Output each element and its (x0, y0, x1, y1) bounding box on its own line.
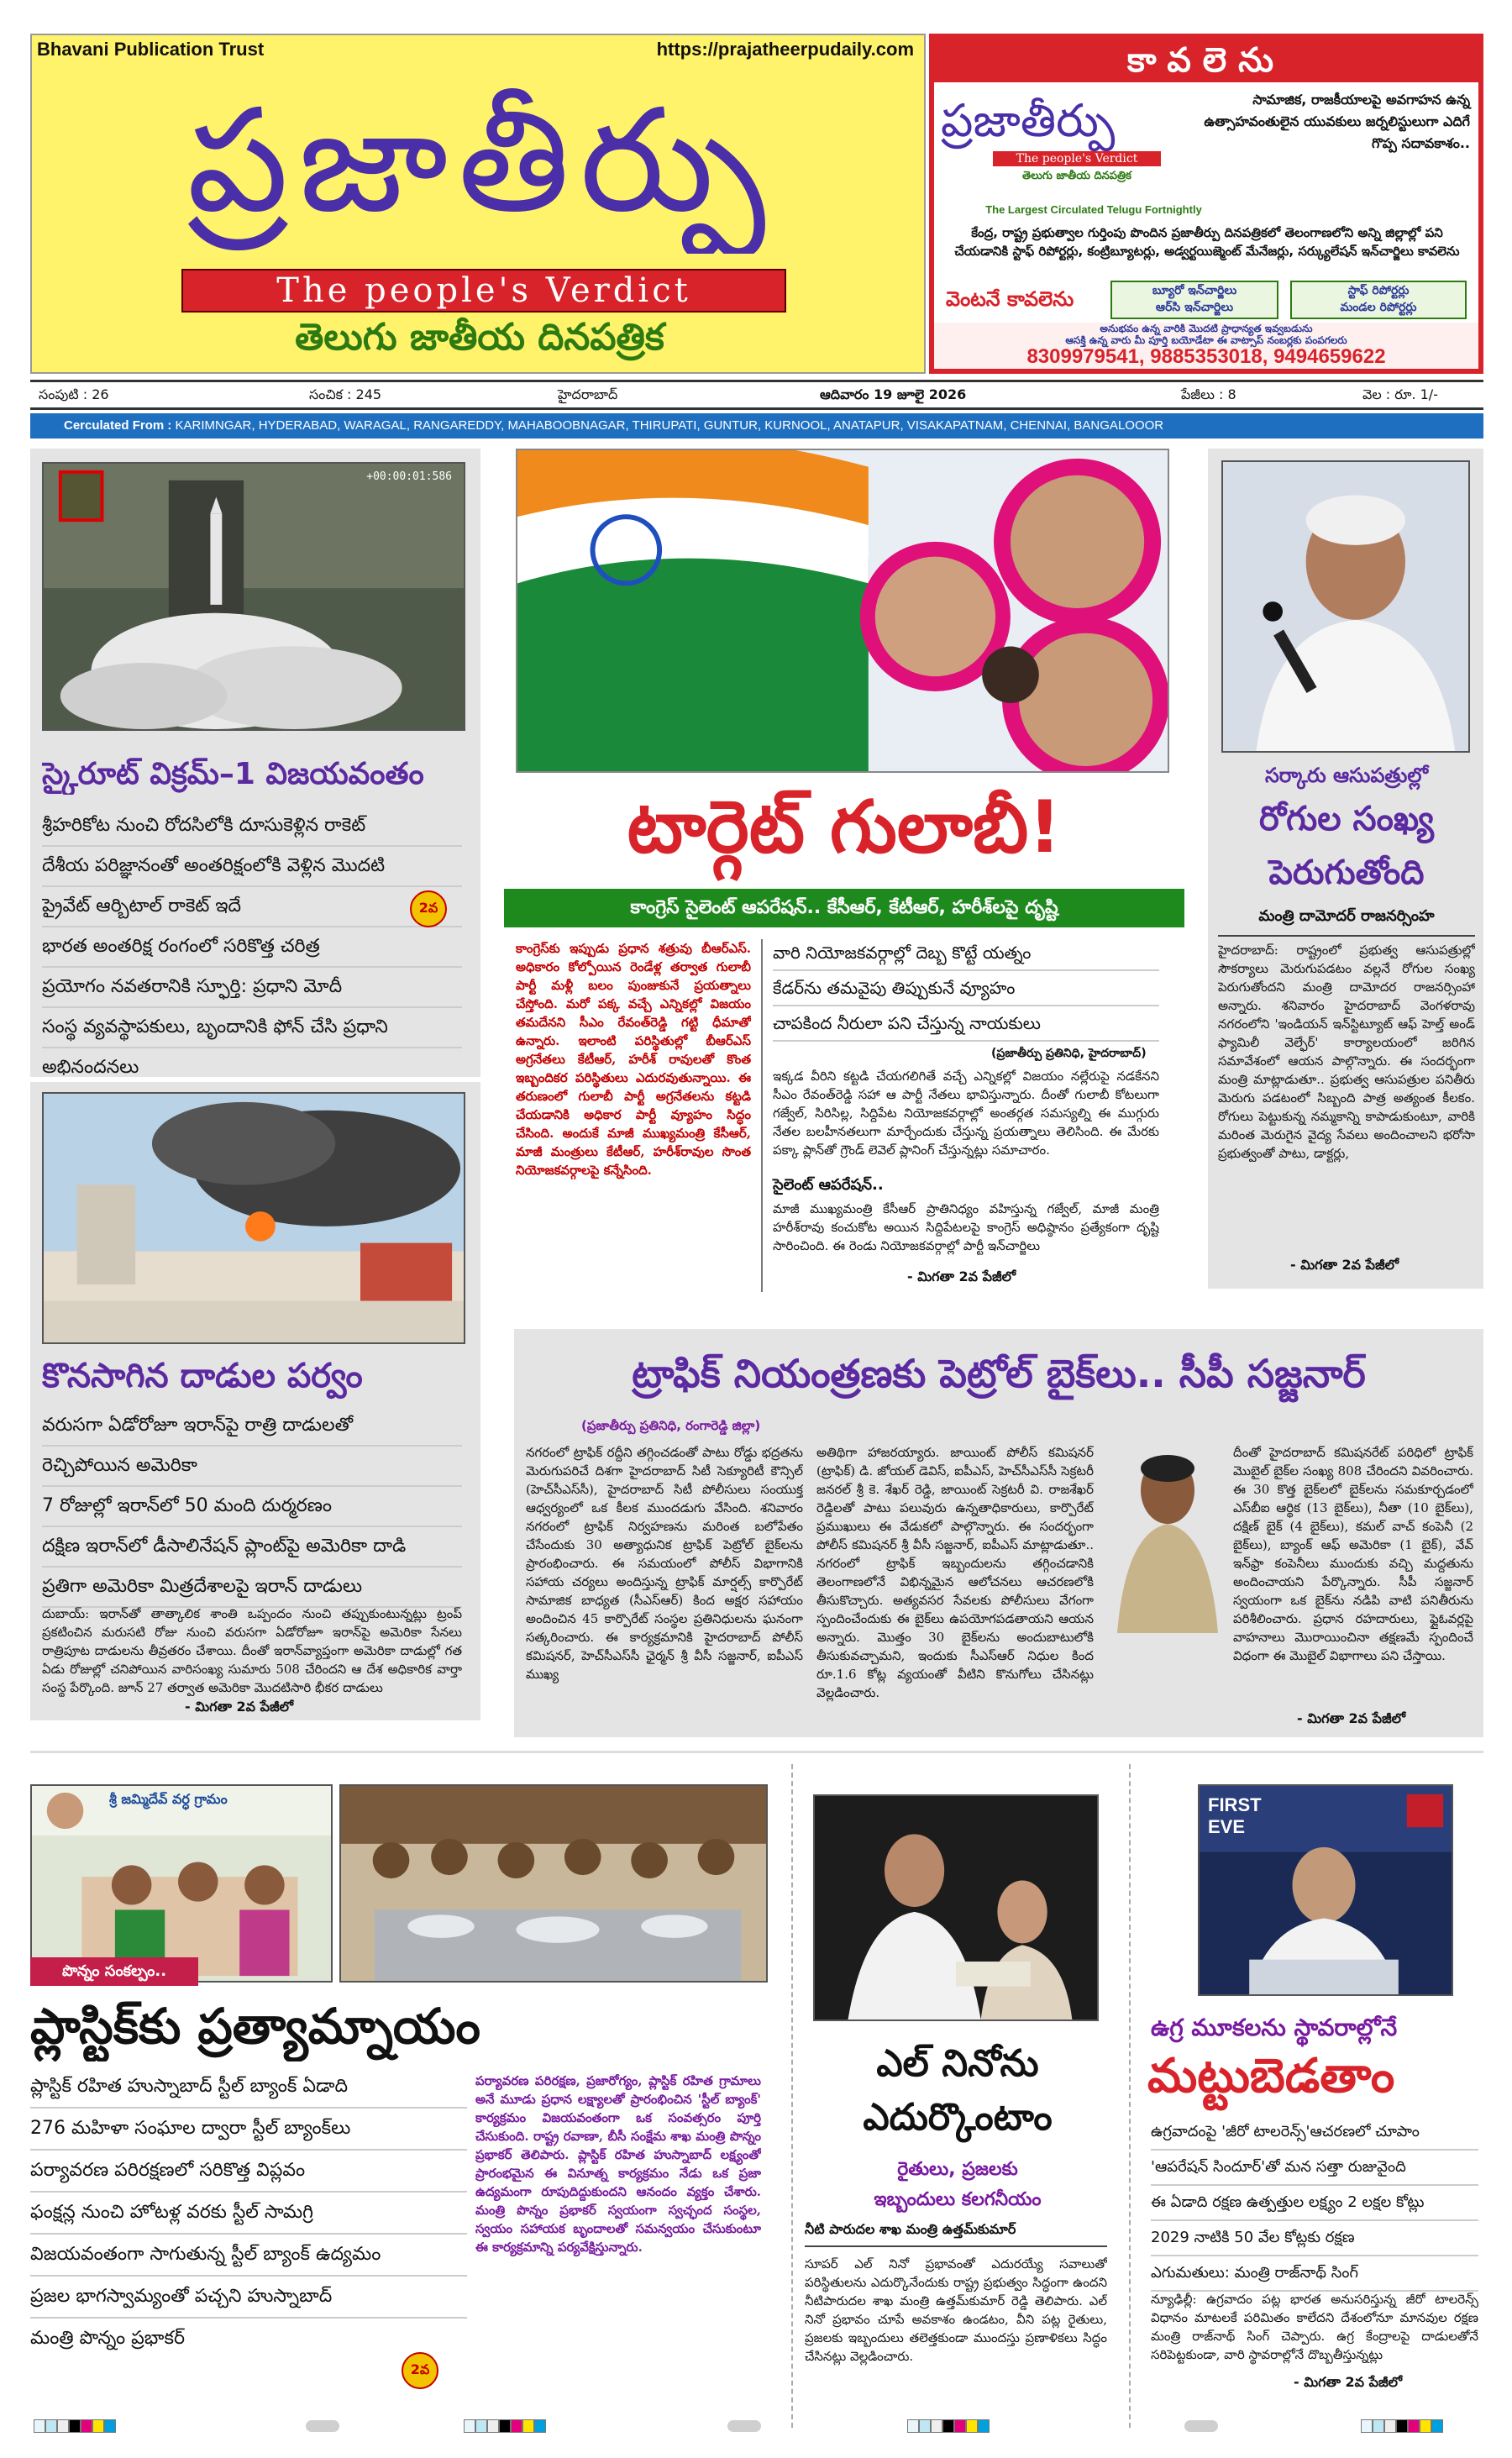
attacks-bullets (42, 1406, 462, 1608)
traffic-continued[interactable]: - మిగతా 2వ పేజీలో (1297, 1710, 1406, 1726)
terror-headline-big: మట్టుబెడతాం (1147, 2049, 1395, 2103)
hospital-headline-small: సర్కారు ఆసుపత్రుల్లో (1264, 764, 1429, 787)
skyroot-bullet: అభినందనలు (42, 1048, 462, 1089)
attacks-photo (42, 1092, 465, 1344)
price: వెల : రూ. 1/- (1362, 386, 1438, 402)
wanted-largest: The Largest Circulated Telugu Fortnightly (985, 203, 1202, 216)
skyroot-bullet: ప్రైవేట్ ఆర్బిటాల్ రాకెట్ ఇదే (42, 887, 462, 927)
hospital-headline-2: పెరుగుతోంది (1268, 853, 1425, 892)
circulated-cities: KARIMNGAR, HYDERABAD, WARAGAL, RANGAREDDY, MAHABOOBNAGAR, THIRUPATI, GUNTUR, KURNOOL, ANATAPUR, VISAKAPATNAM, CHENNAI, BANGALOOOR (175, 418, 1164, 433)
date: ఆదివారం 19 జూలై 2026 (820, 386, 967, 402)
hospital-subline: మంత్రి దామోదర్ రాజనర్సింహ (1218, 907, 1475, 937)
masthead (30, 34, 926, 374)
wanted-footer (934, 323, 1478, 369)
attacks-body: దుబాయ్: ఇరాన్‌తో తాత్కాలిక శాంతి ఒప్పందం నుంచి తప్పుకుంటున్నట్లు ట్రంప్ ప్రకటించిన మరుసటి రోజు నుంచి వరుసగా ఏడోరోజూ ఇరాన్‌పై అమెరికా సేనలు రాత్రిపూట దాడులను తీవ్రతరం చేశాయి. దీంతో ఇరాన్‌వ్యాప్తంగా అమెరికా దాడుల్లో గత ఏడు రోజుల్లో చనిపోయిన వారిసంఖ్య సుమారు 508 చేరిందని ఆ దేశ అధికారిక వార్తా సంస్థ పేర్కొంది. జూన్ 27 తర్వాత అమెరికా మొదటిసారి భీకర దాడులు (42, 1606, 462, 1695)
city: హైదరాబాద్ (558, 386, 618, 402)
plastic-photo-2 (339, 1784, 768, 1983)
traffic-col-2: అతిథిగా హాజరయ్యారు. జాయింట్ పోలీస్ కమిషనర్ (ట్రాఫిక్) డి. జోయల్ డెవిస్, ఐపీఎస్, హెచ్‌సీఎస్‌సీ సెక్రటరీ జనరల్ శ్రీ కె. శేఖర్ రెడ్డి, జాయింట్ సెక్రటరీ వి. రాజశేఖర్ రెడ్డిలతో పాటు పలువురు ఉన్నతాధికారులు, కార్పొరేట్ ప్రముఖులు ఈ వేడుకలో పాల్గొన్నారు. ఈ సందర్భంగా పోలీస్ కమిషనర్ శ్రీ వీసీ సజ్జనార్, ఐపీఎస్ మాట్లాడుతూ.. నగరంలో ట్రాఫిక్ ఇబ్బందులను తగ్గించడానికి తెలంగాణలోనే విభిన్నమైన ఆలోచనలు ఆచరణలోకి తీసుకొచ్చారు. అత్యవసర సేవలకు పోలీసులు వేగంగా స్పందించేందుకు ఈ బైక్‌లు ఉపయోగపడతాయని ఆయన అన్నారు. మొత్తం 30 బైక్‌లను అందుబాటులోకి తీసుకువచ్చామని, ఇందుకు సీఎస్ఆర్ నిధుల కింద రూ.1.6 కోట్ల వ్యయంతో వీటిని కొనుగోలు చేసినట్లు వెల్లడించారు. (816, 1445, 1094, 1700)
terror-bullet: 'ఆపరేషన్ సిందూర్'తో మన సత్తా రుజువైంది (1151, 2151, 1478, 2186)
target-bullet: కేడర్‌ను తమవైపు తిప్పుకునే వ్యూహం (773, 971, 1159, 1006)
wanted-box-2-line-2: మండల రిపోర్టర్లు (1340, 301, 1417, 314)
skyroot-bullet: భారత అంతరిక్ష రంగంలో సరికొత్త చరిత్ర (42, 927, 462, 968)
wanted-body: కేంద్ర, రాష్ట్ర ప్రభుత్వాల గుర్తింపు పొందిన ప్రజాతీర్పు దినపత్రికలో తెలంగాణలోని అన్ని జిల్లాల్లో పని చేయడానికి స్టాఫ్ రిపోర్టర్లు, కంట్రిబ్యూటర్లు, అడ్వర్టయిజ్మెంట్ మేనేజర్లు, సర్క్యులేషన్ ఇన్‌చార్జిలు కావలెను (954, 225, 1460, 259)
terror-body: న్యూఢిల్లీ: ఉగ్రవాదం పట్ల భారత అనుసరిస్తున్న జీరో టాలరెన్స్ విధానం మాటలకే పరిమితం కాలేదని దేశంలోనూ మానవుల రక్షణ మంత్రి రాజ్‌నాథ్ సింగ్ చెప్పారు. ఉగ్ర కేంద్రాలపై దాడులతోనే సరిపెట్టకుండా, వారి స్థావరాల్లోనే దొబ్బతీస్తున్నట్లు (1151, 2292, 1478, 2362)
elnino-sub-1: రైతులు, ప్రజలకు (897, 2159, 1018, 2180)
registration-mark (1184, 2420, 1218, 2432)
attacks-bullet: రెచ్చిపోయిన అమెరికా (42, 1447, 462, 1487)
rajnath-photo-text: FIRST EVE (1208, 1794, 1262, 1837)
skyroot-bullet: సంస్థ వ్యవస్థాపకులు, బృందానికి ఫోన్ చేసి ప్రధాని (42, 1008, 462, 1048)
terror-bullets (1151, 2115, 1478, 2292)
traffic-col-3: దీంతో హైదరాబాద్ కమిషనరేట్ పరిధిలో ట్రాఫిక్ మొబైల్ బైక్‌ల సంఖ్య 808 చేరిందని వివరించారు. ఈ 30 కొత్త బైక్‌లలో బైక్‌లను సమకూర్చడంలో ఎస్‌బీఐ ఆర్థిక (13 బైక్‌లు), నీతా (10 బైక్‌లు), దక్షిణ్ బైక్ (4 బైక్‌లు), కమల్ వాచ్ కంపెనీ (2 బైక్‌లు), బ్యాంక్ ఆఫ్ అమెరికా (1 బైక్), వేవ్ ఇన్‌ఫ్రా కంపెనీలు ముందుకు వచ్చి మద్దతును అందించాయని పేర్కొన్నారు. సీపీ సజ్జనార్ స్వయంగా ఒక బైక్‌ను నడిపి వాటి పనితీరును పరిశీలించారు. ప్రధాన రహదారులు, ఫ్లైఓవర్లపై వాహనాలు మొరాయించినా తక్షణమే స్పందించే విధంగా ఈ మొబైల్ విభాగాలు పని చేస్తాయి. (1233, 1445, 1473, 1663)
wanted-phones[interactable]: 8309979541, 9885353018, 9494659622 (1026, 345, 1386, 368)
target-bullet: వారి నియోజకవర్గాల్లో దెబ్బ కొట్టే యత్నం (773, 936, 1159, 971)
skyroot-rocket-photo (42, 462, 465, 731)
attacks-headline: కొనసాగిన దాడుల పర్వం (42, 1357, 363, 1395)
traffic-col-1: నగరంలో ట్రాఫిక్ రద్దీని తగ్గించడంతో పాటు రోడ్డు భద్రతను మెరుగుపరిచే దిశగా హైదరాబాద్ సిటీ సెక్యూరిటీ కౌన్సిల్ (హెచ్‌సీఎస్‌సీ), హైదరాబాద్ సిటీ పోలీసులు సంయుక్త ఆధ్వర్యంలో ఒక కీలక ముందడుగు వేసింది. శనివారం నగరంలో ట్రాఫిక్ నిర్వహణను మరింత బలోపేతం చేసేందుకు 30 అత్యాధునిక ట్రాఫిక్ పెట్రోల్ బైక్‌లను ప్రారంభించారు. ఈ సమయంలో పోలీస్ విభాగానికి సహాయ చర్యలు అందిస్తున్న ట్రాఫిక్ మార్షల్స్ కార్పొరేట్ సామాజిక బాధ్యత (సీఎస్ఆర్) కింద అక్షర సహాయం అందించిన 45 కార్పొరేట్ సంస్థల ప్రతినిధులను ఘనంగా సత్కరించారు. ఈ కార్యక్రమానికి హైదరాబాద్ పోలీస్ కమిషనర్, హెచ్‌సీఎస్‌సీ ఛైర్మన్ శ్రీ వీసీ సజ్జనార్, ఐపీఎస్ ముఖ్య (526, 1445, 803, 1682)
plastic-bullet: మంత్రి పొన్నం ప్రభాకర్ (30, 2328, 186, 2349)
wanted-footer-line-2: ఆసక్తి ఉన్న వారు మీ పూర్తి బయోడేటా ఈ వాట్సాప్ నంబర్లకు పంపగలరు (1065, 334, 1347, 346)
elnino-body: సూపర్ ఎల్ నినో ప్రభావంతో ఎదురయ్యే సవాలుతో పరిస్థితులను ఎదుర్కొనేందుకు రాష్ట్ర ప్రభుత్వం సిద్ధంగా ఉందని నీటిపారుదల శాఖ మంత్రి ఉత్తమ్‌కుమార్ రెడ్డి తెలిపారు. ఎల్ నినో ప్రభావం చూపే అవకాశం ఉండటం, వీని పట్ల రైతులు, ప్రజలకు ఇబ్బందులు తలెత్తకుండా ముందస్తు ప్రణాళికలు సిద్ధం చేసినట్లు వెల్లడించారు. (805, 2256, 1107, 2364)
wanted-ad (929, 34, 1483, 374)
target-left-body: కాంగ్రెస్‌కు ఇప్పుడు ప్రధాన శత్రువు బీఆర్ఎస్. అధికారం కోల్పోయిన రెండేళ్ల తర్వాత గులాబీ పార్టీ మళ్లీ బలం పుంజుకునే ప్రయత్నాలు చేస్తోంది. మరో పక్క వచ్చే ఎన్నికల్లో విజయం తమదేనని సీఎం రేవంత్‌రెడ్డి గట్టి ధీమాతో ఉన్నారు. ఇలాంటి పరిస్థితుల్లో బీఆర్ఎస్ అగ్రనేతలు కేటీఆర్, హరీశ్ రావులతో కొంత ఇబ్బందికర పరిస్థితులు ఎదురవుతున్నాయి. ఈ తరుణంలో గులాబీ పార్టీ అగ్రనేతలను కట్టడి చేయడానికి అధికార పార్టీ వ్యూహం సిద్ధం చేసింది. అందుకే మాజీ ముఖ్యమంత్రి కేసీఆర్, మాజీ మంత్రులు కేటీఆర్, హరీశ్‌రావుల సొంత నియోజకవర్గాలపై కన్నేసింది. (516, 941, 751, 1178)
elnino-photo (813, 1794, 1099, 2021)
logo-english-banner (181, 269, 786, 313)
attacks-bullet: 7 రోజుల్లో ఇరాన్‌లో 50 మంది దుర్మరణం (42, 1487, 462, 1527)
target-photo (516, 449, 1169, 773)
plastic-bullet: విజయవంతంగా సాగుతున్న స్టీల్ బ్యాంక్ ఉద్యమం (30, 2235, 467, 2277)
plastic-headline: ప్లాస్టిక్‌కు ప్రత్యామ్నాయం (30, 1998, 480, 2055)
plastic-bullet: 276 మహిళా సంఘాల ద్వారా స్టీల్ బ్యాంక్‌లు (30, 2109, 467, 2151)
wanted-heading: కావలెను (934, 39, 1478, 82)
wanted-box-1-line-2: ఆర్‌సి ఇన్‌చార్జిలు (1155, 301, 1234, 314)
registration-mark (306, 2420, 339, 2432)
terror-continued[interactable]: - మిగతా 2వ పేజీలో (1294, 2374, 1403, 2390)
attacks-continued[interactable]: - మిగతా 2వ పేజీలో (185, 1699, 294, 1715)
publisher-name: Bhavani Publication Trust (37, 39, 265, 60)
wanted-logo-sub: The people's Verdict (993, 151, 1161, 166)
skyroot-page-badge[interactable]: 2వ (410, 890, 447, 927)
volume: సంపుటి : 26 (39, 386, 109, 402)
pages: పేజీలు : 8 (1181, 386, 1236, 402)
skyroot-bullet: దేశీయ పరిజ్ఞానంతో అంతరిక్షంలోకి వెళ్లిన మొదటి (42, 847, 462, 887)
plastic-page-badge[interactable]: 2వ (402, 2352, 438, 2389)
terror-bullet: ఈ ఏడాది రక్షణ ఉత్పత్తుల లక్ష్యం 2 లక్షల కోట్లు (1151, 2186, 1478, 2221)
terror-headline-small: ఉగ్ర మూకలను స్థావరాల్లోనే (1151, 2014, 1398, 2041)
hospital-headline-1: రోగుల సంఖ్య (1258, 800, 1434, 838)
elnino-sub-2: ఇబ్బందులు కలగనీయం (874, 2189, 1042, 2210)
terror-bullet: ఉగ్రవాదంపై 'జీరో టాలరెన్స్'ఆచరణలో చూపాం (1151, 2115, 1478, 2151)
circulated-label: Cerculated From : (64, 418, 172, 433)
color-registration-bar (1361, 2419, 1443, 2433)
logo-telugu: ప్రజాతీర్పు (186, 78, 776, 244)
plastic-bullet: ప్రజల భాగస్వామ్యంతో పచ్చని హుస్నాబాద్ (30, 2277, 467, 2319)
wanted-right-text: సామాజిక, రాజకీయాలపై అవగాహన ఉన్న ఉత్సాహవంతులైన యువకులు జర్నలిస్టులుగా ఎదిగే గొప్ప సదావకాశం.. (1204, 92, 1470, 151)
cp-photo (1109, 1440, 1226, 1633)
launch-timer: +00:00:01:586 (366, 470, 452, 483)
target-right-bullets (773, 936, 1159, 1042)
wanted-logo-tag: తెలుగు జాతీయ దినపత్రిక (1022, 170, 1131, 182)
skyroot-bullet: ప్రయోగం నవతరానికి స్ఫూర్తి: ప్రధాని మోదీ (42, 968, 462, 1008)
traffic-credit: (ప్రజాతీర్పు ప్రతినిధి, రంగారెడ్డి జిల్లా) (581, 1418, 761, 1433)
elnino-headline-1: ఎల్ నినోను (876, 2042, 1039, 2085)
registration-mark (727, 2420, 761, 2432)
wanted-box-2-line-1: స్టాఫ్ రిపోర్టర్లు (1347, 284, 1410, 297)
hospital-continued[interactable]: - మిగతా 2వ పేజీలో (1290, 1257, 1399, 1273)
terror-bullet: 2029 నాటికి 50 వేల కోట్లకు రక్షణ (1151, 2221, 1478, 2256)
issue: సంచిక : 245 (309, 386, 382, 402)
elnino-byline: నీటి పారుదల శాఖ మంత్రి ఉత్తమ్‌కుమార్ (805, 2221, 1107, 2247)
plastic-banner-text: శ్రీ జమ్మిదేవ్ వర్ధ గ్రామం (109, 1791, 228, 1807)
terror-bullet: ఎగుమతులు: మంత్రి రాజ్‌నాథ్ సింగ్ (1151, 2256, 1478, 2292)
plastic-bullet: ప్లాస్టిక్ రహిత హుస్నాబాద్ స్టీల్ బ్యాంక్ ఏడాది (30, 2067, 467, 2109)
target-subhead-2: సైలెంట్ ఆపరేషన్.. (773, 1176, 884, 1194)
tagline: తెలుగు జాతీయ దినపత్రిక (295, 316, 664, 359)
logo-english: The people's Verdict (276, 271, 691, 310)
color-registration-bar (907, 2419, 990, 2433)
dateline-bar (30, 380, 1483, 410)
plastic-bullet: పర్యావరణ పరిరక్షణలో సరికొత్త విప్లవం (30, 2151, 467, 2193)
target-subhead: కాంగ్రెస్ సైలెంట్ ఆపరేషన్.. కేసీఆర్, కేటీఆర్, హరీశ్‌లపై దృష్టి (504, 889, 1184, 927)
color-registration-bar (464, 2419, 546, 2433)
skyroot-headline: స్కైరూట్ విక్రమ్–1 విజయవంతం (42, 757, 424, 791)
target-credit: (ప్రజాతీర్పు ప్రతినిధి, హైదరాబాద్) (991, 1047, 1147, 1060)
target-headline: టార్గెట్ గులాబీ! (627, 785, 1062, 869)
color-registration-bar (34, 2419, 116, 2433)
target-bullet: చాపకింద నీరులా పని చేస్తున్న నాయకులు (773, 1006, 1159, 1042)
target-right-body: ఇక్కడ వీరిని కట్టడి చేయగలిగితే వచ్చే ఎన్నికల్లో విజయం నల్లేరుపై నడకేనని సీఎం రేవంత్‌రెడ్డి సహా ఆ పార్టీ నేతలు భావిస్తున్నారు. దీంతో గులాబీ కోటలుగా గజ్వేల్, సిరిసిల్ల, సిద్దిపేట నియోజకవర్గాల్లో అంతర్గత సమస్యల్ని ఈ ముగ్గురు నేతల బలహీనతలుగా మార్చేందుకు చేస్తున్న ప్రయత్నాలు తెలిసింది. ఈ మేరకు పక్కా ప్లాన్‌తో గ్రౌండ్ లెవెల్ ప్లానింగ్ చేస్తున్నట్లు సమాచారం. (773, 1069, 1159, 1158)
hospital-body: హైదరాబాద్: రాష్ట్రంలో ప్రభుత్వ ఆసుపత్రుల్లో సౌకర్యాలు మెరుగుపడటం వల్లనే రోగుల సంఖ్య పెరుగుతోందని మంత్రి దామోదర రాజనర్సింహా అన్నారు. శనివారం హైదరాబాద్ వెంగళరావు నగరంలోని 'ఇండియన్ ఇన్‌స్టిట్యూట్ ఆఫ్ హెల్త్ అండ్ ఫ్యామిలీ వెల్ఫేర్' కార్యాలయంలో జరిగిన సమావేశంలో ఆయన పాల్గొన్నారు. ఈ సందర్భంగా మంత్రి మాట్లాడుతూ.. ప్రభుత్వ ఆసుపత్రుల పనితీరు మెరుగు పడటంలో సిబ్బంది పాత్ర అత్యంత కీలకం. రోగులు పెట్టుకున్న నమ్మకాన్ని కాపాడుకుంటూ, వారికి మరింత మెరుగైన వైద్య సేవలు అందించాలని భరోసా ప్రభుత్వంతో పాటు, డాక్టర్లు, (1218, 943, 1475, 1161)
rajnath-photo (1198, 1784, 1453, 1996)
skyroot-bullet: శ్రీహరికోట నుంచి రోదసిలోకి దూసుకెళ్లిన రాకెట్ (42, 806, 462, 847)
skyroot-bullets (42, 806, 462, 1089)
attacks-bullet: దక్షిణ ఇరాన్‌లో డీసాలినేషన్ ప్లాంట్‌పై అమెరికా దాడి (42, 1527, 462, 1568)
wanted-box-1-line-1: బ్యూరో ఇన్‌చార్జిలు (1152, 284, 1237, 297)
website-url[interactable]: https://prajatheerpudaily.com (656, 39, 914, 60)
traffic-headline: ట్రాఫిక్ నియంత్రణకు పెట్రోల్ బైక్‌లు.. సీపీ సజ్జనార్ (632, 1351, 1366, 1396)
plastic-bullets (30, 2067, 467, 2359)
wanted-logo: ప్రజాతీర్పు (941, 94, 1116, 147)
wanted-box-1 (1110, 281, 1278, 319)
circulation-bar (30, 413, 1483, 439)
wanted-urgent: వెంటనే కావలెను (946, 287, 1074, 311)
wanted-footer-line-1: అనుభవం ఉన్న వారికి మొదటి ప్రాధాన్యత ఇవ్వబడును (1100, 323, 1313, 334)
plastic-bullet: ఫంక్షన్ల నుంచి హోటళ్ల వరకు స్టీల్ సామగ్రి (30, 2193, 467, 2235)
attacks-bullet: వరుసగా ఏడోరోజూ ఇరాన్‌పై రాత్రి దాడులతో (42, 1406, 462, 1447)
plastic-photo-1 (30, 1784, 333, 1983)
plastic-label: పొన్నం సంకల్పం.. (30, 1957, 198, 1986)
minister-photo (1221, 460, 1470, 753)
wanted-box-2 (1290, 281, 1467, 319)
target-right-body-2: మాజీ ముఖ్యమంత్రి కేసీఆర్ ప్రాతినిధ్యం వహిస్తున్న గజ్వేల్, మాజీ మంత్రి హరీశ్‌రావు కంచుకోట అయిన సిద్దిపేటలపై కాంగ్రెస్ అధిష్ఠానం ప్రత్యేకంగా దృష్టి సారించింది. ఈ రెండు నియోజకవర్గాల్లో పార్టీ ఇన్‌చార్జిలు (773, 1201, 1159, 1253)
target-continued[interactable]: - మిగతా 2వ పేజీలో (907, 1268, 1016, 1284)
attacks-bullet: ప్రతిగా అమెరికా మిత్రదేశాలపై ఇరాన్ దాడులు (42, 1568, 462, 1608)
plastic-body: పర్యావరణ పరిరక్షణ, ప్రజారోగ్యం, ప్లాస్టిక్ రహిత గ్రామాలు అనే మూడు ప్రధాన లక్ష్యాలతో ప్రారంభించిన 'స్టీల్ బ్యాంక్' కార్యక్రమం విజయవంతంగా ఒక సంవత్సరం పూర్తి చేసుకుంది. రాష్ట్ర రవాణా, బీసీ సంక్షేమ శాఖ మంత్రి పొన్నం ప్రభాకర్ తెలిపారు. ప్లాస్టిక్ రహిత హుస్నాబాద్ లక్ష్యంతో ప్రారంభమైన ఈ వినూత్న కార్యక్రమం నేడు ఒక ప్రజా ఉద్యమంగా రూపుదిద్దుకుందని ఆనందం వ్యక్తం చేశారు. మంత్రి పొన్నం ప్రభాకర్ స్వయంగా స్వచ్ఛంద సంస్థల, స్వయం సహాయక బృందాలతో సమన్వయం చేసుకుంటూ ఈ కార్యక్రమాన్ని పర్యవేక్షిస్తున్నారు. (475, 2073, 761, 2255)
elnino-headline-2: ఎదుర్కొంటాం (863, 2096, 1053, 2139)
